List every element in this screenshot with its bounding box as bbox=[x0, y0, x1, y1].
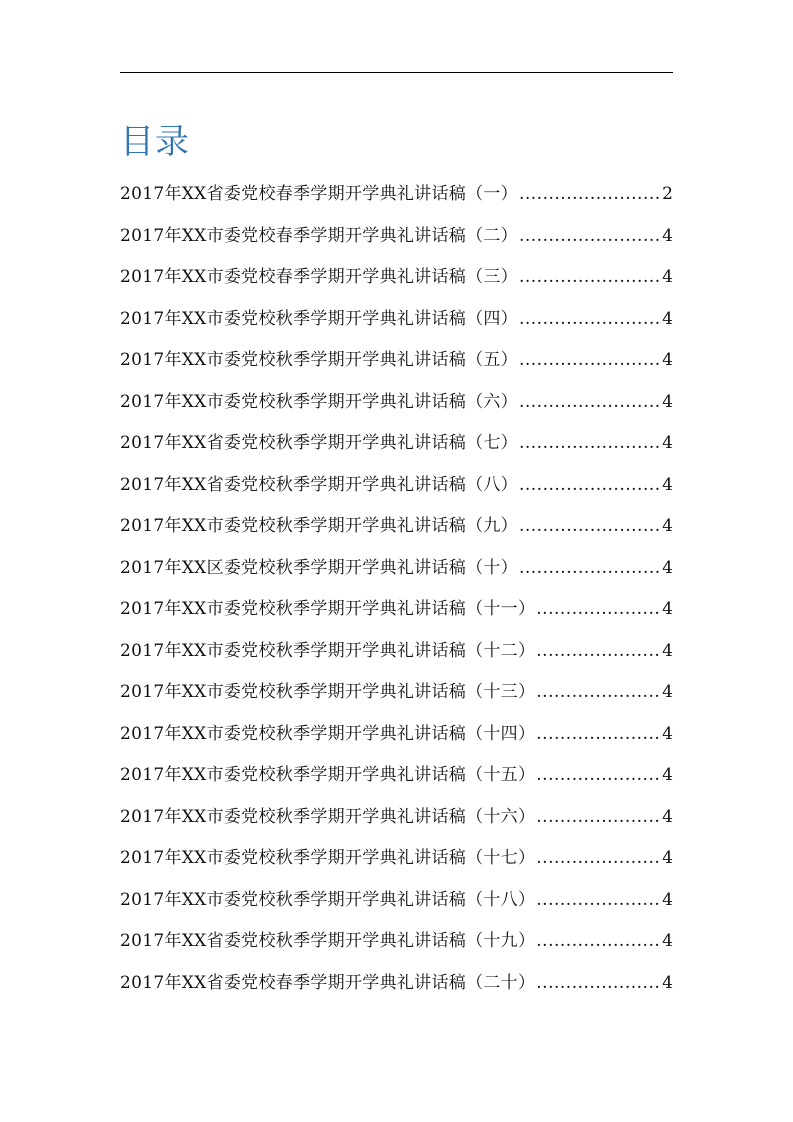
toc-entry[interactable] bbox=[120, 838, 673, 880]
toc-entry[interactable] bbox=[120, 465, 673, 507]
toc-page-number: 4 bbox=[662, 225, 673, 246]
toc-entry[interactable] bbox=[120, 340, 673, 382]
toc-entry[interactable] bbox=[120, 216, 673, 258]
toc-page-number: 4 bbox=[662, 806, 673, 827]
toc-entry-text: 2017年XX市委党校秋季学期开学典礼讲话稿（十三） bbox=[120, 682, 536, 702]
toc-dot-leader bbox=[536, 838, 661, 880]
toc-entry[interactable] bbox=[120, 921, 673, 963]
toc-entry-text: 2017年XX省委党校春季学期开学典礼讲话稿（一） bbox=[120, 184, 518, 204]
toc-dot-leader bbox=[519, 465, 661, 507]
toc-page-number: 4 bbox=[662, 931, 673, 951]
toc-page-number: 4 bbox=[662, 433, 673, 453]
toc-dot-leader bbox=[536, 797, 661, 839]
toc-entry-text: 2017年XX市委党校秋季学期开学典礼讲话稿（五） bbox=[120, 350, 518, 370]
toc-entry[interactable] bbox=[120, 174, 673, 216]
toc-page-number: 4 bbox=[662, 516, 673, 536]
toc-dot-leader bbox=[536, 880, 661, 922]
toc-entry-text: 2017年XX省委党校秋季学期开学典礼讲话稿（十九） bbox=[120, 931, 536, 951]
toc-entry[interactable] bbox=[120, 257, 673, 299]
toc-page-number: 4 bbox=[662, 599, 673, 619]
toc-entry[interactable] bbox=[120, 797, 673, 839]
toc-entry[interactable] bbox=[120, 299, 673, 341]
header-rule bbox=[120, 72, 673, 73]
toc-entry[interactable] bbox=[120, 506, 673, 548]
toc-entry-text: 2017年XX市委党校秋季学期开学典礼讲话稿（十六） bbox=[120, 806, 536, 827]
toc-page-number: 4 bbox=[662, 350, 673, 370]
toc-dot-leader bbox=[519, 174, 661, 216]
toc-entry-text: 2017年XX市委党校秋季学期开学典礼讲话稿（十二） bbox=[120, 640, 536, 661]
toc-entry-text: 2017年XX市委党校秋季学期开学典礼讲话稿（九） bbox=[120, 516, 518, 536]
toc-entry-text: 2017年XX市委党校秋季学期开学典礼讲话稿（四） bbox=[120, 308, 518, 329]
toc-entry-text: 2017年XX省委党校秋季学期开学典礼讲话稿（七） bbox=[120, 433, 518, 453]
toc-entry[interactable] bbox=[120, 382, 673, 424]
toc-page-number: 4 bbox=[662, 267, 673, 287]
toc-page-number: 4 bbox=[662, 640, 673, 661]
toc-page-number: 4 bbox=[662, 848, 673, 868]
toc-entry-text: 2017年XX市委党校秋季学期开学典礼讲话稿（十一） bbox=[120, 599, 536, 619]
toc-entry[interactable] bbox=[120, 548, 673, 590]
toc-entry-text: 2017年XX市委党校春季学期开学典礼讲话稿（二） bbox=[120, 225, 518, 246]
toc-page-number: 4 bbox=[662, 474, 673, 495]
toc-entry[interactable] bbox=[120, 755, 673, 797]
toc-entry-text: 2017年XX省委党校秋季学期开学典礼讲话稿（八） bbox=[120, 474, 518, 495]
toc-dot-leader bbox=[519, 340, 661, 382]
toc-entry-text: 2017年XX区委党校秋季学期开学典礼讲话稿（十） bbox=[120, 557, 518, 578]
toc-entry-text: 2017年XX市委党校秋季学期开学典礼讲话稿（六） bbox=[120, 391, 518, 412]
toc-entry-text: 2017年XX市委党校秋季学期开学典礼讲话稿（十八） bbox=[120, 889, 536, 910]
toc-entry-text: 2017年XX市委党校秋季学期开学典礼讲话稿（十五） bbox=[120, 765, 536, 785]
toc-dot-leader bbox=[536, 963, 661, 1005]
toc-dot-leader bbox=[519, 257, 661, 299]
toc-page-number: 4 bbox=[662, 723, 673, 744]
toc-dot-leader bbox=[519, 382, 661, 424]
toc-dot-leader bbox=[536, 631, 661, 673]
toc-page-number: 4 bbox=[662, 682, 673, 702]
toc-list bbox=[120, 174, 673, 1004]
toc-dot-leader bbox=[519, 423, 661, 465]
toc-entry[interactable] bbox=[120, 589, 673, 631]
toc-entry-text: 2017年XX市委党校秋季学期开学典礼讲话稿（十七） bbox=[120, 848, 536, 868]
toc-page-number: 4 bbox=[662, 391, 673, 412]
toc-page-number: 4 bbox=[662, 765, 673, 785]
toc-entry[interactable] bbox=[120, 631, 673, 673]
toc-page-number: 4 bbox=[662, 557, 673, 578]
toc-dot-leader bbox=[519, 299, 661, 341]
toc-dot-leader bbox=[536, 714, 661, 756]
toc-entry[interactable] bbox=[120, 880, 673, 922]
toc-entry[interactable] bbox=[120, 423, 673, 465]
toc-dot-leader bbox=[519, 216, 661, 258]
toc-page-number: 2 bbox=[662, 184, 673, 204]
toc-title: 目录 bbox=[120, 122, 190, 162]
toc-entry-text: 2017年XX市委党校秋季学期开学典礼讲话稿（十四） bbox=[120, 723, 536, 744]
toc-dot-leader bbox=[519, 548, 661, 590]
toc-entry-text: 2017年XX市委党校春季学期开学典礼讲话稿（三） bbox=[120, 267, 518, 287]
toc-page-number: 4 bbox=[662, 972, 673, 993]
toc-dot-leader bbox=[536, 921, 661, 963]
toc-page-number: 4 bbox=[662, 889, 673, 910]
toc-dot-leader bbox=[519, 506, 661, 548]
toc-entry[interactable] bbox=[120, 963, 673, 1005]
toc-entry[interactable] bbox=[120, 672, 673, 714]
toc-entry-text: 2017年XX省委党校春季学期开学典礼讲话稿（二十） bbox=[120, 972, 536, 993]
toc-entry[interactable] bbox=[120, 714, 673, 756]
toc-dot-leader bbox=[536, 755, 661, 797]
toc-dot-leader bbox=[536, 672, 661, 714]
toc-dot-leader bbox=[536, 589, 661, 631]
toc-page-number: 4 bbox=[662, 308, 673, 329]
